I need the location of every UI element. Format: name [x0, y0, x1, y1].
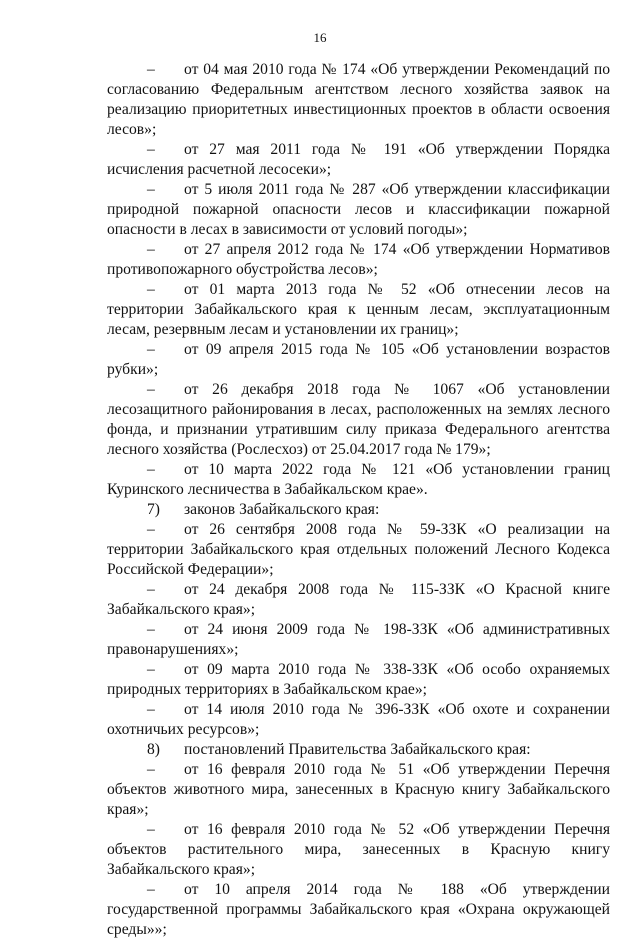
- list-marker: –: [147, 241, 155, 258]
- list-item: [107, 700, 610, 740]
- list-item-text: от 27 мая 2011 года № 191 «Об утверждении Порядка исчисления расчетной лесосеки»;: [107, 141, 610, 178]
- list-item: [107, 760, 610, 820]
- list-item: [107, 280, 610, 340]
- list-item-text: законов Забайкальского края:: [184, 501, 380, 518]
- list-item-text: от 14 июля 2010 года № 396-ЗЗК «Об охоте и сохранении охотничьих ресурсов»;: [107, 701, 610, 738]
- list-marker: –: [147, 141, 155, 158]
- list-item: [107, 60, 610, 140]
- list-item-text: от 5 июля 2011 года № 287 «Об утверждении классификации природной пожарной опасности лесов и классификации пожарной опасности в лесах в зависимости от условий погоды»;: [107, 181, 610, 238]
- list-item: [107, 180, 610, 240]
- list-marker: –: [147, 381, 155, 398]
- list-item-text: от 04 мая 2010 года № 174 «Об утверждении Рекомендаций по согласованию Федеральным агентством лесного хозяйства заявок на реализацию приоритетных инвестиционных проектов в области освоения лесов»;: [107, 61, 610, 138]
- list-item-text: от 01 марта 2013 года № 52 «Об отнесении лесов на территории Забайкальского края к ценным лесам, эксплуатационным лесам, резервным лесам и установлении их границ»;: [107, 281, 610, 338]
- page-number: 16: [313, 30, 327, 45]
- list-item-text: от 24 июня 2009 года № 198-ЗЗК «Об административных правонарушениях»;: [107, 621, 610, 658]
- list-item: [107, 340, 610, 380]
- list-marker: –: [147, 341, 155, 358]
- list-item-text: от 10 апреля 2014 года № 188 «Об утверждении государственной программы Забайкальского края «Охрана окружающей среды»»;: [107, 881, 610, 938]
- list-marker: –: [147, 281, 155, 298]
- section-heading: [107, 740, 610, 760]
- list-item: [107, 880, 610, 940]
- list-item: [107, 580, 610, 620]
- list-item-text: от 16 февраля 2010 года № 52 «Об утверждении Перечня объектов растительного мира, занесенных в Красную книгу Забайкальского края»;: [107, 821, 610, 878]
- list-item: [107, 520, 610, 580]
- list-marker: –: [147, 521, 155, 538]
- list-item-text: от 26 сентября 2008 года № 59-ЗЗК «О реализации на территории Забайкальского края отдельных положений Лесного Кодекса Российской Федерации»;: [107, 521, 610, 578]
- list-marker: –: [147, 761, 155, 778]
- list-item: [107, 460, 610, 500]
- list-marker: –: [147, 461, 155, 478]
- list-marker: –: [147, 61, 155, 78]
- list-marker: –: [147, 181, 155, 198]
- list-item-text: от 24 декабря 2008 года № 115-ЗЗК «О Красной книге Забайкальского края»;: [107, 581, 610, 618]
- list-item-text: от 10 марта 2022 года № 121 «Об установлении границ Куринского лесничества в Забайкальском крае».: [107, 461, 610, 498]
- list-marker: –: [147, 621, 155, 638]
- list-marker: 8): [147, 741, 160, 758]
- list-item-text: постановлений Правительства Забайкальского края:: [184, 741, 531, 758]
- list-item-text: от 09 апреля 2015 года № 105 «Об установлении возрастов рубки»;: [107, 341, 610, 378]
- document-body: [107, 60, 610, 940]
- list-item: [107, 380, 610, 460]
- list-item: [107, 240, 610, 280]
- list-marker: –: [147, 661, 155, 678]
- list-item-text: от 16 февраля 2010 года № 51 «Об утверждении Перечня объектов животного мира, занесенных в Красную книгу Забайкальского края»;: [107, 761, 610, 818]
- list-marker: –: [147, 881, 155, 898]
- list-item-text: от 27 апреля 2012 года № 174 «Об утверждении Нормативов противопожарного обустройства лесов»;: [107, 241, 610, 278]
- list-marker: –: [147, 701, 155, 718]
- list-item-text: от 09 марта 2010 года № 338-ЗЗК «Об особо охраняемых природных территориях в Забайкальском крае»;: [107, 661, 610, 698]
- list-item: [107, 820, 610, 880]
- section-heading: [107, 500, 610, 520]
- list-marker: 7): [147, 501, 160, 518]
- list-item: [107, 660, 610, 700]
- list-marker: –: [147, 581, 155, 598]
- list-marker: –: [147, 821, 155, 838]
- list-item: [107, 140, 610, 180]
- list-item-text: от 26 декабря 2018 года № 1067 «Об установлении лесозащитного районирования в лесах, расположенных на землях лесного фонда, и признании утратившим силу приказа Федерального агентства лесного хозяйства (Рослесхоз) от 25.04.2017 года № 179»;: [107, 381, 610, 458]
- list-item: [107, 620, 610, 660]
